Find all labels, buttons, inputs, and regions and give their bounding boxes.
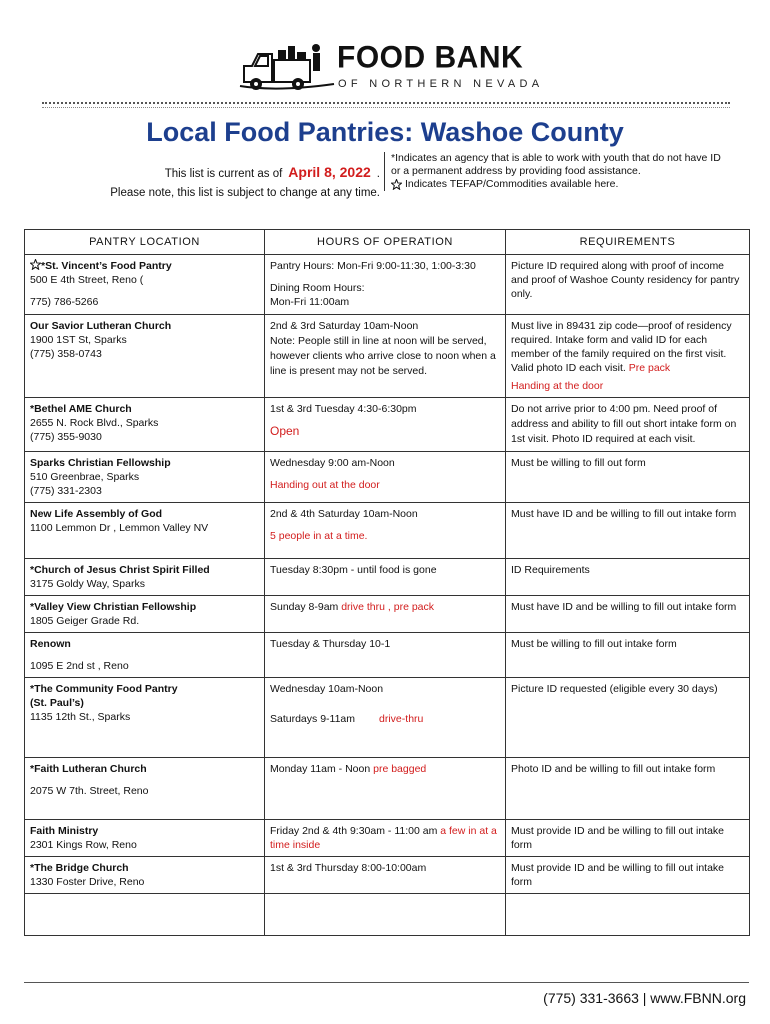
table-row bbox=[25, 633, 750, 678]
hours-text: 2nd & 3rd Saturday 10am-Noon bbox=[270, 320, 419, 332]
pantry-name: Renown bbox=[30, 638, 71, 650]
pantry-address: 1100 Lemmon Dr , Lemmon Valley NV bbox=[30, 522, 209, 534]
table-row bbox=[25, 255, 750, 315]
hours-highlight: pre bagged bbox=[373, 763, 427, 775]
requirements-cell: Do not arrive prior to 4:00 pm. Need proof of address and ability to fill out short intake form on 1st visit. Photo ID required at each visit. bbox=[506, 398, 750, 452]
requirements-cell: Must provide ID and be willing to fill out intake form bbox=[506, 820, 750, 857]
table-row bbox=[25, 596, 750, 633]
hours-cell bbox=[265, 452, 506, 503]
legend-star-text: Indicates TEFAP/Commodities available here. bbox=[405, 178, 619, 190]
pantry-phone: (775) 331-2303 bbox=[30, 485, 102, 497]
hours-text: Wednesday 9:00 am-Noon bbox=[270, 457, 395, 469]
column-header: REQUIREMENTS bbox=[506, 230, 750, 255]
requirements-cell: Picture ID required along with proof of income and proof of Washoe County residency for pantry only. bbox=[506, 255, 750, 315]
currency-notice bbox=[60, 163, 380, 203]
pantry-address: 1805 Geiger Grade Rd. bbox=[30, 615, 140, 627]
requirements-cell: Must be willing to fill out intake form bbox=[506, 633, 750, 678]
table-row bbox=[25, 398, 750, 452]
hours-cell bbox=[265, 315, 506, 398]
footer-divider bbox=[24, 982, 749, 983]
pantry-phone: (775) 355-9030 bbox=[30, 431, 102, 443]
hours-cell bbox=[265, 596, 506, 633]
requirements-cell bbox=[506, 315, 750, 398]
location-cell bbox=[25, 633, 265, 678]
pantry-address: 3175 Goldy Way, Sparks bbox=[30, 578, 145, 590]
footer-contact: (775) 331-3663 | www.FBNN.org bbox=[543, 990, 746, 1006]
pantry-address: 2075 W 7th. Street, Reno bbox=[30, 785, 149, 797]
current-prefix: This list is current as of bbox=[164, 168, 283, 180]
location-cell bbox=[25, 398, 265, 452]
hours-highlight: a few in at a time inside bbox=[270, 825, 497, 851]
brand-subtitle: OF NORTHERN NEVADA bbox=[338, 78, 544, 90]
pantry-address: 1135 12th St., Sparks bbox=[30, 711, 131, 723]
hours-cell: Tuesday & Thursday 10-1 bbox=[265, 633, 506, 678]
pantry-name: New Life Assembly of God bbox=[30, 508, 163, 520]
requirements-cell: Must be willing to fill out form bbox=[506, 452, 750, 503]
location-cell bbox=[25, 894, 265, 936]
requirements-cell bbox=[506, 894, 750, 936]
hours-cell: 1st & 3rd Thursday 8:00-10:00am bbox=[265, 857, 506, 894]
current-as-of-line bbox=[60, 163, 380, 184]
hours-highlight: drive-thru bbox=[379, 713, 424, 725]
requirements-cell: Photo ID and be willing to fill out intake form bbox=[506, 758, 750, 820]
requirements-highlight: Pre pack bbox=[628, 362, 671, 374]
hours-text: Sunday 8-9am bbox=[270, 601, 339, 613]
hours-text: Friday 2nd & 4th 9:30am - 11:00 am bbox=[270, 825, 438, 837]
current-suffix: . bbox=[376, 168, 380, 180]
requirements-cell: ID Requirements bbox=[506, 559, 750, 596]
location-cell bbox=[25, 820, 265, 857]
pantry-address: 2301 Kings Row, Reno bbox=[30, 839, 137, 851]
pantry-address: 2655 N. Rock Blvd., Sparks bbox=[30, 417, 159, 429]
column-header: PANTRY LOCATION bbox=[25, 230, 265, 255]
change-note: Please note, this list is subject to change at any time. bbox=[110, 187, 380, 199]
table-row-empty bbox=[25, 894, 750, 936]
hours-cell bbox=[265, 503, 506, 559]
hours-highlight: Open bbox=[270, 424, 300, 438]
pantry-name-text: *St. Vincent’s Food Pantry bbox=[41, 260, 172, 272]
legend bbox=[384, 152, 731, 191]
brand-title: FOOD BANK bbox=[337, 40, 524, 75]
pantry-name bbox=[30, 259, 259, 273]
hours-note: Note: People still in line at noon will be served, however clients who arrive close to noon when a line is present may not be served. bbox=[270, 335, 496, 377]
pantry-address: 500 E 4th Street, Reno ( bbox=[30, 274, 144, 286]
table-row bbox=[25, 857, 750, 894]
hours-cell bbox=[265, 398, 506, 452]
hours-cell bbox=[265, 820, 506, 857]
hours-text: Pantry Hours: Mon-Fri 9:00-11:30, 1:00-3:30 bbox=[270, 260, 476, 272]
table-row bbox=[25, 452, 750, 503]
location-cell bbox=[25, 255, 265, 315]
pantry-name: *The Bridge Church bbox=[30, 862, 129, 874]
pantry-address: 510 Greenbrae, Sparks bbox=[30, 471, 140, 483]
location-cell bbox=[25, 315, 265, 398]
hours-cell bbox=[265, 255, 506, 315]
legend-star-line bbox=[391, 178, 731, 191]
location-cell bbox=[25, 758, 265, 820]
truck-logo-icon bbox=[238, 38, 338, 96]
hours-text: Wednesday 10am-Noon bbox=[270, 683, 384, 695]
location-cell bbox=[25, 452, 265, 503]
pantry-name: Our Savior Lutheran Church bbox=[30, 320, 172, 332]
location-cell bbox=[25, 678, 265, 758]
table-row bbox=[25, 503, 750, 559]
hours-text: Dining Room Hours: bbox=[270, 282, 365, 294]
column-header: HOURS OF OPERATION bbox=[265, 230, 506, 255]
pantry-address: 1330 Foster Drive, Reno bbox=[30, 876, 145, 888]
hours-cell bbox=[265, 894, 506, 936]
requirements-text: Must live in 89431 zip code—proof of residency required. Intake form and valid ID for each member of the family required on the first visit. Valid photo ID each visit. bbox=[511, 320, 732, 374]
pantry-address: 1095 E 2nd st , Reno bbox=[30, 660, 129, 672]
hours-text: 2nd & 4th Saturday 10am-Noon bbox=[270, 508, 418, 520]
hours-cell: Tuesday 8:30pm - until food is gone bbox=[265, 559, 506, 596]
hours-highlight: drive thru , pre pack bbox=[341, 601, 435, 613]
requirements-cell: Must have ID and be willing to fill out intake form bbox=[506, 503, 750, 559]
pantry-name: *Bethel AME Church bbox=[30, 403, 132, 415]
requirements-cell: Picture ID requested (eligible every 30 days) bbox=[506, 678, 750, 758]
requirements-cell: Must have ID and be willing to fill out intake form bbox=[506, 596, 750, 633]
location-cell bbox=[25, 596, 265, 633]
hours-highlight: 5 people in at a time. bbox=[270, 530, 368, 542]
table-row bbox=[25, 559, 750, 596]
table-row bbox=[25, 758, 750, 820]
pantry-name: *Church of Jesus Christ Spirit Filled bbox=[30, 564, 210, 576]
location-cell bbox=[25, 559, 265, 596]
star-icon bbox=[391, 179, 402, 190]
pantry-name: *The Community Food Pantry bbox=[30, 683, 178, 695]
hours-text: Mon-Fri 11:00am bbox=[270, 296, 350, 308]
pantry-table bbox=[24, 229, 750, 936]
pantry-name: *Valley View Christian Fellowship bbox=[30, 601, 197, 613]
food-bank-logo bbox=[238, 38, 548, 96]
current-date: April 8, 2022 bbox=[288, 164, 371, 180]
requirements-highlight: Handing at the door bbox=[511, 380, 604, 392]
pantry-phone: (775) 358-0743 bbox=[30, 348, 102, 360]
location-cell bbox=[25, 503, 265, 559]
page-title: Local Food Pantries: Washoe County bbox=[146, 117, 624, 147]
location-cell bbox=[25, 857, 265, 894]
table-header-row bbox=[25, 230, 750, 255]
hours-highlight: Handing out at the door bbox=[270, 479, 380, 491]
legend-asterisk: *Indicates an agency that is able to work with youth that do not have ID or a permanent address by providing food assistance. bbox=[391, 152, 721, 177]
pantry-name-secondary: (St. Paul’s) bbox=[30, 697, 84, 709]
hours-text: Saturdays 9-11am bbox=[270, 713, 356, 725]
hours-text: Monday 11am - Noon bbox=[270, 763, 371, 775]
pantry-phone: 775) 786-5266 bbox=[30, 296, 99, 308]
table-row bbox=[25, 315, 750, 398]
requirements-cell: Must provide ID and be willing to fill out intake form bbox=[506, 857, 750, 894]
table-row bbox=[25, 678, 750, 758]
hours-text: 1st & 3rd Tuesday 4:30-6:30pm bbox=[270, 403, 417, 415]
pantry-address: 1900 1ST St, Sparks bbox=[30, 334, 127, 346]
hours-cell bbox=[265, 758, 506, 820]
hours-cell bbox=[265, 678, 506, 758]
pantry-name: *Faith Lutheran Church bbox=[30, 763, 147, 775]
table-row bbox=[25, 820, 750, 857]
pantry-name: Sparks Christian Fellowship bbox=[30, 457, 171, 469]
pantry-name: Faith Ministry bbox=[30, 825, 99, 837]
star-icon bbox=[30, 259, 41, 270]
header-divider bbox=[42, 102, 730, 106]
header-divider-secondary bbox=[42, 107, 730, 108]
